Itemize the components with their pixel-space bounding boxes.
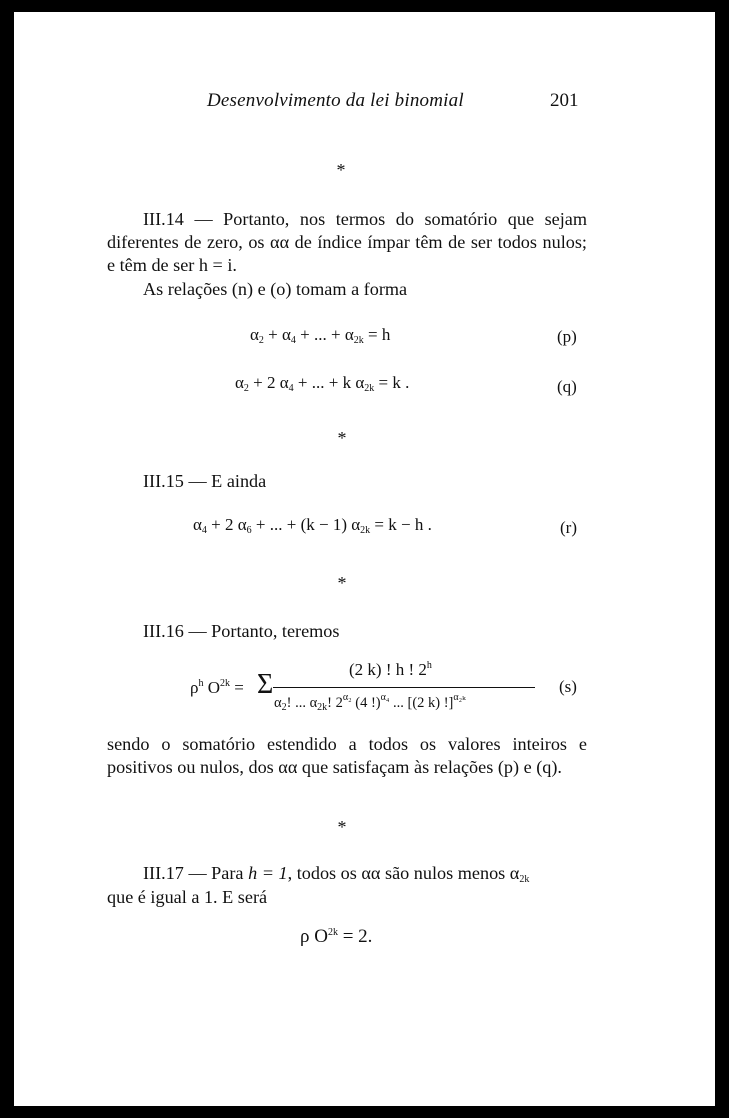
paragraph-summation-note: sendo o somatório estendido a todos os valores inteiros e positivos ou nulos, dos αα que satisfaçam às relações (p) e (q). [107,734,587,777]
equation-q: $\alpha_2 + 2$ $\alpha_4$ + ... + k $\alpha_{2k} = k$ . [235,373,410,394]
equation-label-s: (s) [559,677,577,696]
equation-p: $\alpha_2 + \alpha_4$ + ... + $\alpha_{2k} = h$ [250,325,391,346]
equation-label-p: (p) [557,327,577,346]
paragraph-III-17-line-1: III.17 — Para h = 1, todos os αα são nulos menos $\alpha_{2k}$ [143,863,530,885]
paragraph-III-17-line-2: que é igual a 1. E será [107,887,268,907]
section-separator: * [337,428,347,448]
running-header-title: Desenvolvimento da lei binomial [207,90,464,111]
book-page [14,12,715,1106]
section-separator: * [337,817,347,837]
section-separator: * [337,573,347,593]
equation-label-q: (q) [557,377,577,396]
equation-label-r: (r) [560,518,577,537]
page-number: 201 [550,90,579,111]
paragraph-III-16: III.16 — Portanto, teremos [143,621,340,641]
equation-s: $\rho^h$ $O^{2k}$ = Σ (2 k) ! h ! 2$^h$ $\alpha_2$! ... $\alpha_{2k}$! $2^{\alpha_2}$ (4 !)$^{\alpha_4}$ ... [(2 k) !]$^{\alpha_{2k}}$ [190,660,550,716]
paragraph-III-14: III.14 — Portanto, nos termos do somatório que sejam diferentes de zero, os αα de índice ímpar têm de ser todos nulos; e têm de ser h = i. [107,209,587,275]
section-separator: * [336,160,346,180]
paragraph-III-15: III.15 — E ainda [143,471,267,491]
equation-r: $\alpha_4 + 2$ $\alpha_6$ + ... + (k − 1) $\alpha_{2k} = k - h$ . [193,515,432,536]
inline-math: h = 1 [248,863,288,883]
equation-final: ρ $O^{2k} = 2$. [300,926,373,947]
relations-intro: As relações (n) e (o) tomam a forma [143,279,408,299]
